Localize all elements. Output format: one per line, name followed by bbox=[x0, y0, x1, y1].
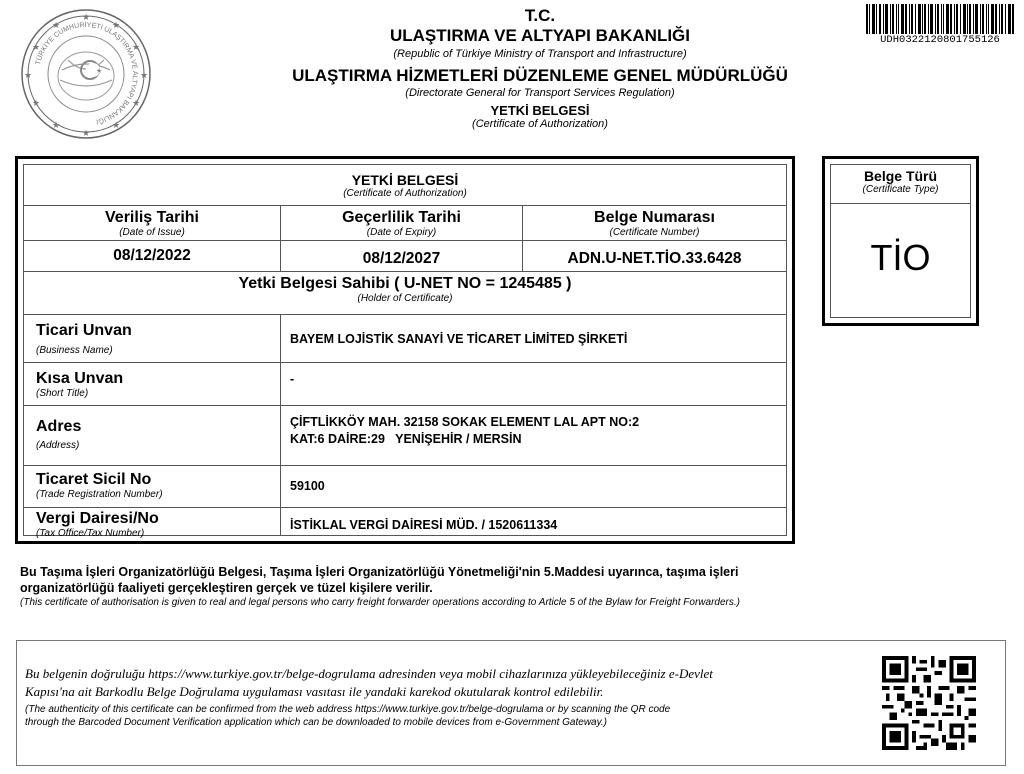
verification-en bbox=[25, 703, 875, 729]
tax-office-value: İSTİKLAL VERGİ DAİRESİ MÜD. / 1520611334 bbox=[290, 518, 558, 532]
trade-registration-value: 59100 bbox=[290, 479, 325, 493]
expiry-date-value: 08/12/2027 bbox=[362, 250, 441, 267]
certificate-type-header bbox=[831, 168, 970, 195]
short-title-value: - bbox=[290, 372, 295, 386]
issue-date-header bbox=[24, 209, 280, 238]
certificate-number-label: Belge Numarası bbox=[594, 209, 715, 226]
tax-office-label-en: (Tax Office/Tax Number) bbox=[36, 528, 145, 539]
certificate-box bbox=[15, 156, 795, 544]
certificate-number-value: ADN.U-NET.TİO.33.6428 bbox=[567, 250, 742, 267]
address-label: Adres bbox=[36, 418, 82, 435]
svg-text:★: ★ bbox=[139, 70, 149, 80]
verification-tr bbox=[25, 665, 875, 701]
svg-text:★: ★ bbox=[51, 20, 61, 30]
verification-en-line-1: (The authenticity of this certificate can be confirmed from the web address https://www.turkiye.gov.tr/belge-dogrulama or by scanning the QR code bbox=[25, 704, 671, 715]
trade-registration-label-en: (Trade Registration Number) bbox=[36, 489, 163, 500]
svg-text:TÜRKİYE CUMHURİYETİ ULAŞTIRMA: TÜRKİYE CUMHURİYETİ ULAŞTIRMA VE ALTYAPI BAKANLIĞI bbox=[34, 21, 139, 125]
svg-text:★: ★ bbox=[96, 68, 103, 75]
statement-block bbox=[20, 564, 1010, 610]
certificate-title: YETKİ BELGESİ bbox=[351, 172, 459, 188]
business-name-label: Ticari Unvan bbox=[36, 322, 132, 339]
verification-en-line-2: through the Barcoded Document Verification application which can be downloaded to mobile devices from e-Government Gateway.) bbox=[25, 717, 607, 728]
holder-header bbox=[24, 275, 786, 304]
business-name-value: BAYEM LOJİSTİK SANAYİ VE TİCARET LİMİTED ŞİRKETİ bbox=[290, 332, 628, 346]
holder-label-en: (Holder of Certificate) bbox=[357, 293, 453, 304]
certificate-type-box-inner bbox=[830, 164, 971, 318]
statement-en: (This certificate of authorisation is given to real and legal persons who carry freight forwarder operations according to Article 5 of the Bylaw for Freight Forwarders.) bbox=[20, 597, 740, 608]
certificate-number-header bbox=[523, 209, 786, 238]
certificate-title-block bbox=[24, 172, 786, 199]
svg-text:★: ★ bbox=[23, 70, 33, 80]
document-header bbox=[160, 6, 920, 130]
svg-text:★: ★ bbox=[31, 98, 41, 108]
ministry-seal-logo bbox=[20, 8, 152, 140]
trade-registration-label: Ticaret Sicil No bbox=[36, 471, 152, 488]
svg-text:★: ★ bbox=[81, 12, 91, 22]
country-label: T.C. bbox=[524, 6, 556, 25]
holder-label: Yetki Belgesi Sahibi ( U-NET NO = 1245485 ) bbox=[238, 275, 572, 292]
address-label-block bbox=[36, 418, 81, 451]
statement-tr-line-2: organizatörlüğü faaliyeti gerçekleştiren gerçek ve tüzel kişilere verilir. bbox=[20, 581, 433, 595]
ministry-name: ULAŞTIRMA VE ALTYAPI BAKANLIĞI bbox=[389, 26, 691, 45]
short-title-label-en: (Short Title) bbox=[36, 388, 89, 399]
svg-text:★: ★ bbox=[81, 128, 91, 138]
svg-text:★: ★ bbox=[131, 98, 141, 108]
certificate-type-label-en: (Certificate Type) bbox=[862, 184, 939, 195]
certificate-type-box bbox=[822, 156, 979, 326]
business-name-label-block bbox=[36, 322, 132, 356]
verification-qr-code[interactable] bbox=[882, 656, 976, 750]
address-value bbox=[290, 414, 639, 448]
short-title-label-block bbox=[36, 370, 123, 399]
business-name-label-en: (Business Name) bbox=[36, 345, 113, 356]
directorate-name-en: (Directorate General for Transport Services Regulation) bbox=[405, 87, 675, 99]
verification-tr-line-1: Bu belgenin doğruluğu https://www.turkiye.gov.tr/belge-dogrulama adresinden veya mobil cihazlarınıza yükleyebileceğiniz e-Devlet bbox=[25, 666, 713, 681]
tax-office-label: Vergi Dairesi/No bbox=[36, 510, 159, 527]
directorate-name: ULAŞTIRMA HİZMETLERİ DÜZENLEME GENEL MÜDÜRLÜĞÜ bbox=[292, 66, 788, 85]
issue-date-value: 08/12/2022 bbox=[113, 247, 191, 264]
certificate-type-value: TİO bbox=[870, 237, 931, 278]
header-doc-title: YETKİ BELGESİ bbox=[490, 103, 590, 118]
issue-date-label: Veriliş Tarihi bbox=[105, 209, 199, 226]
certificate-type-label: Belge Türü bbox=[863, 168, 938, 184]
statement-tr-line-1: Bu Taşıma İşleri Organizatörlüğü Belgesi, Taşıma İşleri Organizatörlüğü Yönetmeliği'nin 5.Maddesi uyarınca, taşıma işleri bbox=[20, 565, 739, 579]
address-line-1: ÇİFTLİKKÖY MAH. 32158 SOKAK ELEMENT LAL APT NO:2 bbox=[290, 415, 640, 429]
address-line-2: KAT:6 DAİRE:29 YENİŞEHİR / MERSİN bbox=[290, 432, 522, 446]
barcode-number: UDH0322120801755126 bbox=[880, 34, 1000, 46]
header-doc-title-en: (Certificate of Authorization) bbox=[472, 118, 608, 130]
trade-registration-label-block bbox=[36, 471, 163, 500]
certificate-box-inner bbox=[23, 164, 787, 539]
short-title-label: Kısa Unvan bbox=[36, 370, 124, 387]
svg-text:★: ★ bbox=[111, 20, 121, 30]
svg-text:★: ★ bbox=[31, 42, 41, 52]
expiry-date-label: Geçerlilik Tarihi bbox=[342, 209, 461, 226]
certificate-title-en: (Certificate of Authorization) bbox=[343, 188, 467, 199]
expiry-date-label-en: (Date of Expiry) bbox=[366, 227, 437, 238]
tax-office-label-block bbox=[36, 510, 159, 539]
certificate-number-label-en: (Certificate Number) bbox=[609, 227, 700, 238]
svg-text:★: ★ bbox=[51, 120, 61, 130]
address-label-en: (Address) bbox=[36, 440, 80, 451]
verification-tr-line-2: Kapısı'na ait Barkodlu Belge Doğrulama uygulaması vasıtası ile yandaki karekod okutularak kontrol edilebilir. bbox=[25, 684, 604, 699]
svg-text:★: ★ bbox=[131, 42, 141, 52]
ministry-name-en: (Republic of Türkiye Ministry of Transport and Infrastructure) bbox=[393, 48, 687, 60]
svg-text:★: ★ bbox=[111, 120, 121, 130]
expiry-date-header bbox=[281, 209, 522, 238]
issue-date-label-en: (Date of Issue) bbox=[119, 227, 185, 238]
verification-footer bbox=[16, 640, 1006, 766]
